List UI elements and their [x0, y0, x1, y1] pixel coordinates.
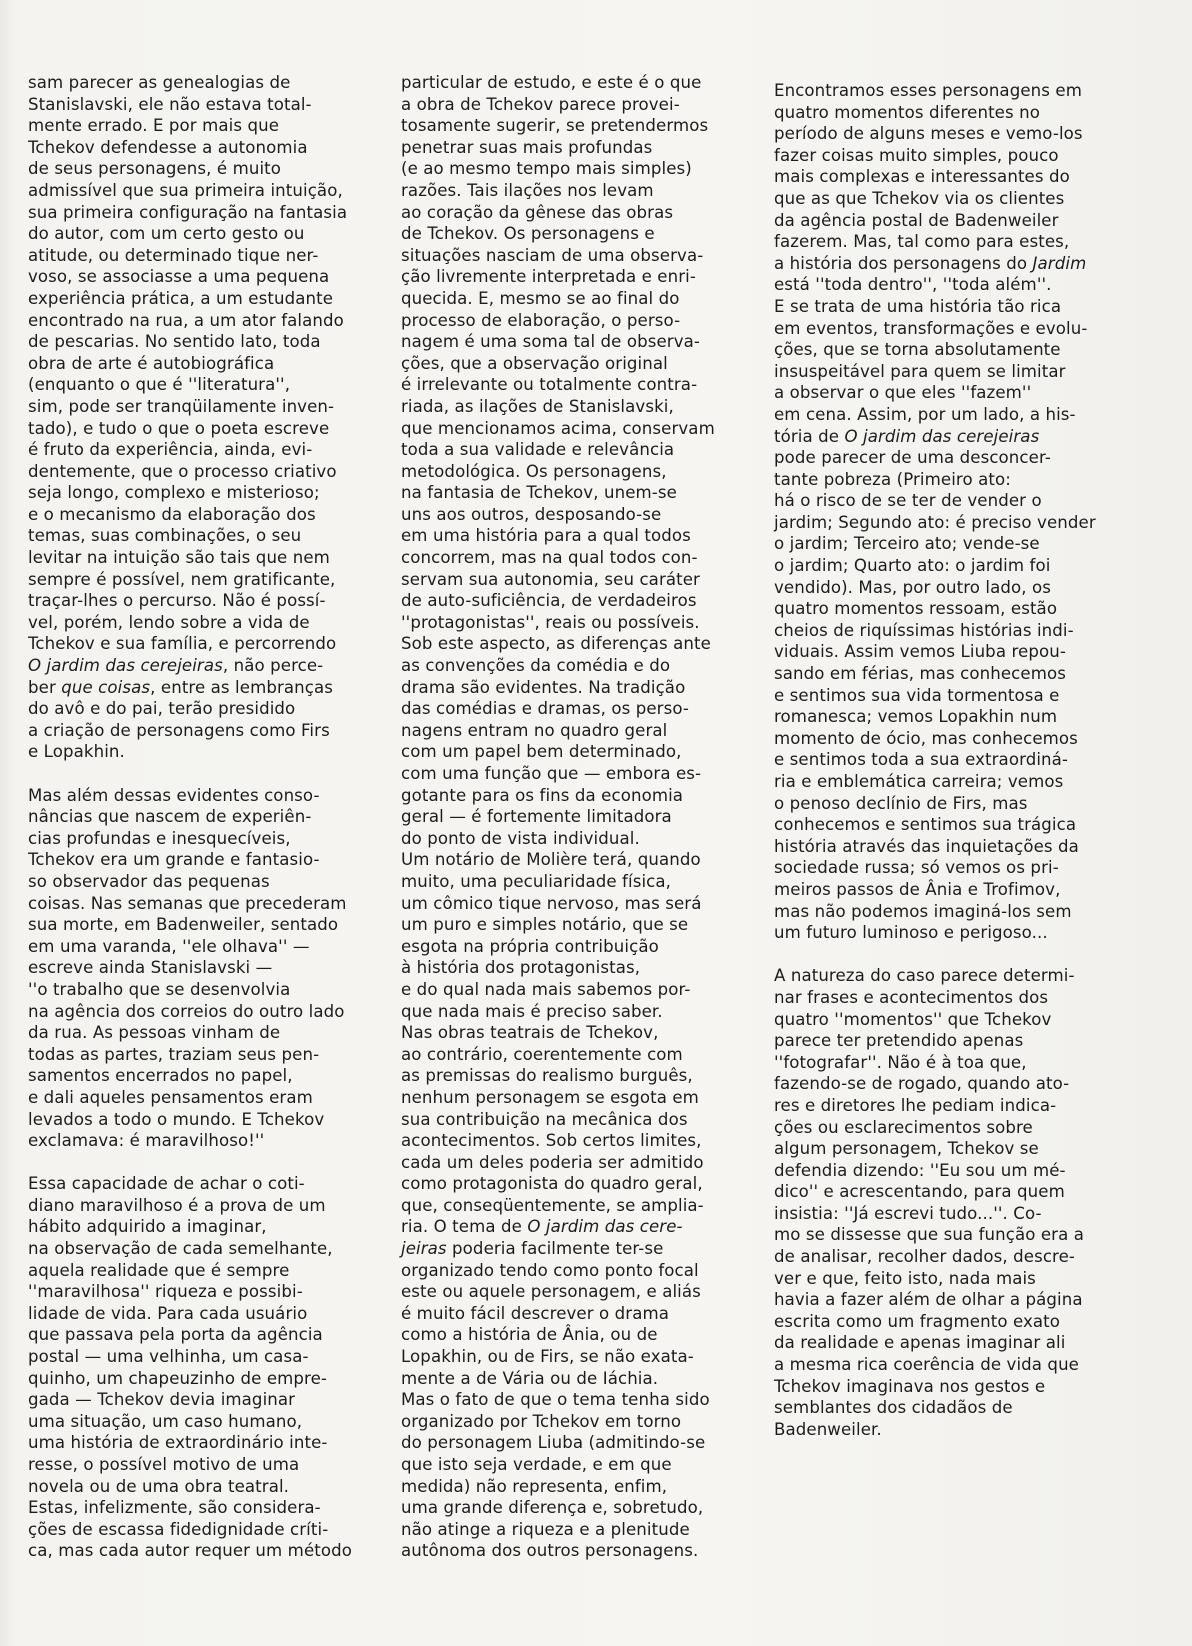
- text-line: algum personagem, Tchekov se: [774, 1139, 1039, 1159]
- text-line: da rua. As pessoas vinham de: [28, 1023, 281, 1043]
- text-line: na fantasia de Tchekov, unem-se: [401, 483, 677, 503]
- text-line: gada — Tchekov devia imaginar: [28, 1390, 296, 1410]
- text-line: sempre é possível, nem gratificante,: [28, 569, 336, 589]
- text-line: novela ou de uma obra teatral.: [28, 1476, 290, 1496]
- text-line: é irrelevante ou totalmente contra-: [401, 375, 698, 395]
- text-line: com um papel bem determinado,: [401, 742, 682, 762]
- text-line: sando em férias, mas conhecemos: [774, 664, 1066, 684]
- text-line: gotante para os fins da economia: [401, 785, 684, 805]
- text-line: sua primeira configuração na fantasia: [28, 202, 348, 222]
- text-line: Estas, infelizmente, são considera-: [28, 1498, 321, 1518]
- paragraph-gap: [774, 944, 1132, 966]
- text-line: dico'' e acrescentando, para quem: [774, 1182, 1065, 1202]
- paragraph: [28, 1173, 376, 1562]
- text-line: cheios de riquíssimas histórias indi-: [774, 620, 1074, 640]
- text-line: drama são evidentes. Na tradição: [401, 677, 686, 697]
- text-line: que isto seja verdade, e em que: [401, 1455, 672, 1474]
- text-line: história através das inquietações da: [774, 836, 1079, 856]
- text-line: levados a todo o mundo. E Tchekov: [28, 1109, 325, 1129]
- paragraph-gap: [28, 763, 376, 785]
- text-line: razões. Tais ilações nos levam: [401, 180, 654, 200]
- text-line: obra de arte é autobiográfica: [28, 353, 275, 373]
- text-line: é muito fácil descrever o drama: [401, 1303, 670, 1323]
- text-line: nagem é uma soma tal de observa-: [401, 332, 700, 352]
- text-line: mas não podemos imaginá-los sem: [774, 901, 1072, 921]
- text-line: experiência prática, a um estudante: [28, 288, 334, 308]
- text-line: (e ao mesmo tempo mais simples): [401, 159, 692, 179]
- text-line: de Tchekov. Os personagens e: [401, 224, 655, 244]
- text-line: o jardim; Quarto ato: o jardim foi: [774, 556, 1051, 576]
- text-line: A natureza do caso parece determi-: [774, 966, 1075, 986]
- text-line: em uma varanda, ''ele olhava'' —: [28, 936, 310, 956]
- text-line: res e diretores lhe pediam indica-: [774, 1095, 1057, 1115]
- text-line: ria. O tema de O jardim das cere-: [401, 1217, 683, 1237]
- text-line: a obra de Tchekov parece provei-: [401, 94, 680, 114]
- text-line: tado), e tudo o que o poeta escreve: [28, 418, 330, 438]
- paragraph: [774, 965, 1132, 1440]
- text-line: atitude, ou determinado tique ner-: [28, 245, 319, 265]
- text-line: insuspeitável para quem se limitar: [774, 361, 1066, 381]
- text-line: de seus personagens, é muito: [28, 159, 282, 179]
- text-line: do ponto de vista individual.: [401, 828, 640, 848]
- text-line: resse, o possível motivo de uma: [28, 1455, 300, 1474]
- text-line: que, conseqüentemente, se amplia-: [401, 1195, 704, 1215]
- text-line: encontrado na rua, a um ator falando: [28, 310, 344, 330]
- text-line: (enquanto o que é ''literatura'',: [28, 375, 291, 395]
- paragraph: [28, 785, 376, 1152]
- text-line: sam parecer as genealogias de: [28, 73, 291, 92]
- text-line: metodológica. Os personagens,: [401, 461, 667, 481]
- text-line: penetrar suas mais profundas: [401, 137, 653, 157]
- text-line: este ou aquele personagem, e aliás: [401, 1282, 701, 1302]
- text-line: Badenweiler.: [774, 1419, 882, 1439]
- text-line: ''protagonistas'', reais ou possíveis.: [401, 612, 700, 632]
- text-line: uma grande diferença e, sobretudo,: [401, 1498, 704, 1518]
- text-line: traçar-lhes o percurso. Não é possí-: [28, 591, 326, 611]
- text-line: E se trata de uma história tão rica: [774, 296, 1062, 316]
- text-line: Mas além dessas evidentes conso-: [28, 785, 320, 805]
- text-line: como protagonista do quadro geral,: [401, 1174, 703, 1194]
- paragraph: [28, 72, 376, 763]
- text-line: ções de escassa fidedignidade críti-: [28, 1519, 329, 1539]
- text-line: tante pobreza (Primeiro ato:: [774, 469, 1011, 489]
- text-line: que nada mais é preciso saber.: [401, 1001, 663, 1021]
- text-line: lidade de vida. Para cada usuário: [28, 1303, 308, 1323]
- text-line: ''maravilhosa'' riqueza e possibi-: [28, 1282, 303, 1302]
- text-line: na observação de cada semelhante,: [28, 1239, 333, 1259]
- text-line: o jardim; Terceiro ato; vende-se: [774, 534, 1040, 554]
- text-line: tosamente sugerir, se pretendermos: [401, 116, 709, 136]
- text-line: em cena. Assim, por um lado, a his-: [774, 404, 1076, 424]
- paragraph-gap: [28, 1152, 376, 1174]
- text-line: do personagem Liuba (admitindo-se: [401, 1433, 706, 1453]
- text-line: não atinge a riqueza e a plenitude: [401, 1519, 690, 1539]
- text-line: concorrem, mas na qual todos con-: [401, 548, 698, 568]
- text-line: dentemente, que o processo criativo: [28, 461, 337, 481]
- text-line: situações nasciam de uma observa-: [401, 245, 704, 265]
- text-line: ber que coisas, entre as lembranças: [28, 677, 334, 697]
- text-line: cada um deles poderia ser admitido: [401, 1152, 704, 1172]
- text-line: quinho, um chapeuzinho de empre-: [28, 1368, 327, 1388]
- text-line: jeiras poderia facilmente ter-se: [401, 1239, 664, 1259]
- text-line: todas as partes, traziam seus pen-: [28, 1044, 320, 1064]
- text-line: admissível que sua primeira intuição,: [28, 180, 343, 200]
- text-line: uma situação, um caso humano,: [28, 1411, 303, 1431]
- text-line: e o mecanismo da elaboração dos: [28, 504, 316, 524]
- text-line: ções ou esclarecimentos sobre: [774, 1117, 1033, 1137]
- text-line: é fruto da experiência, ainda, evi-: [28, 440, 313, 460]
- text-line: de analisar, recolher dados, descre-: [774, 1247, 1075, 1267]
- text-line: conhecemos e sentimos sua trágica: [774, 815, 1077, 835]
- text-line: na agência dos correios do outro lado: [28, 1001, 345, 1021]
- text-line: esgota na própria contribuição: [401, 936, 659, 956]
- text-line: um futuro luminoso e perigoso...: [774, 923, 1048, 943]
- text-line: acontecimentos. Sob certos limites,: [401, 1131, 702, 1151]
- text-line: Tchekov era um grande e fantasio-: [28, 850, 320, 870]
- text-line: Um notário de Molière terá, quando: [401, 850, 701, 870]
- text-line: hábito adquirido a imaginar,: [28, 1217, 267, 1237]
- text-line: so observador das pequenas: [28, 871, 270, 891]
- text-line: Nas obras teatrais de Tchekov,: [401, 1023, 659, 1043]
- text-line: a mesma rica coerência de vida que: [774, 1355, 1079, 1375]
- text-line: meiros passos de Ânia e Trofimov,: [774, 879, 1061, 899]
- text-line: ção livremente interpretada e enri-: [401, 267, 696, 287]
- text-line: vel, porém, lendo sobre a vida de: [28, 612, 310, 632]
- text-line: servam sua autonomia, seu caráter: [401, 569, 700, 589]
- text-line: defendia dizendo: ''Eu sou um mé-: [774, 1160, 1066, 1180]
- text-line: ções, que a observação original: [401, 353, 668, 373]
- text-line: a observar o que eles ''fazem'': [774, 383, 1032, 403]
- text-line: nenhum personagem se esgota em: [401, 1087, 699, 1107]
- text-line: cias profundas e inesquecíveis,: [28, 828, 291, 848]
- text-line: e do qual nada mais sabemos por-: [401, 979, 691, 999]
- text-line: fazer coisas muito simples, pouco: [774, 145, 1059, 165]
- text-line: postal — uma velhinha, um casa-: [28, 1347, 309, 1367]
- text-line: mo se dissesse que sua função era a: [774, 1225, 1085, 1245]
- text-line: um puro e simples notário, que se: [401, 915, 689, 935]
- text-line: sua morte, em Badenweiler, sentado: [28, 915, 339, 935]
- text-line: processo de elaboração, o perso-: [401, 310, 681, 330]
- text-line: as premissas do realismo burguês,: [401, 1066, 693, 1086]
- text-line: fazerem. Mas, tal como para estes,: [774, 232, 1070, 252]
- text-line: geral — é fortemente limitadora: [401, 807, 672, 827]
- text-line: em eventos, transformações e evolu-: [774, 318, 1088, 338]
- text-line: da agência postal de Badenweiler: [774, 210, 1059, 230]
- text-line: a criação de personagens como Firs: [28, 720, 330, 740]
- text-line: à história dos protagonistas,: [401, 958, 641, 978]
- paragraph: [774, 80, 1132, 944]
- text-line: medida) não representa, enfim,: [401, 1476, 668, 1496]
- text-line: insistia: ''Já escrevi tudo...''. Co-: [774, 1203, 1042, 1223]
- text-line: quatro ''momentos'' que Tchekov: [774, 1009, 1052, 1029]
- text-line: uma história de extraordinário inte-: [28, 1433, 328, 1453]
- text-line: romanesca; vemos Lopakhin num: [774, 707, 1058, 727]
- text-line: autônoma dos outros personagens.: [401, 1541, 699, 1561]
- text-line: jardim; Segundo ato: é preciso vender: [774, 512, 1096, 532]
- text-line: Sob este aspecto, as diferenças ante: [401, 634, 711, 654]
- text-line: nâncias que nascem de experiên-: [28, 807, 312, 827]
- text-line: um cômico tique nervoso, mas será: [401, 893, 702, 913]
- text-line: riada, as ilações de Stanislavski,: [401, 396, 674, 416]
- text-line: ''fotografar''. Não é à toa que,: [774, 1052, 1027, 1072]
- text-line: Stanislavski, ele não estava total-: [28, 94, 312, 114]
- text-line: Lopakhin, ou de Firs, se não exata-: [401, 1347, 694, 1367]
- text-line: mente errado. E por mais que: [28, 116, 280, 136]
- text-line: aquela realidade que é sempre: [28, 1260, 290, 1280]
- text-line: sim, pode ser tranqüilamente inven-: [28, 396, 335, 416]
- text-line: que mencionamos acima, conservam: [401, 418, 715, 438]
- text-line: Essa capacidade de achar o coti-: [28, 1174, 305, 1194]
- text-line: com uma função que — embora es-: [401, 764, 702, 783]
- text-line: do avô e do pai, terão presidido: [28, 699, 296, 719]
- text-line: das comédias e dramas, os perso-: [401, 699, 689, 719]
- text-line: da realidade e apenas imaginar ali: [774, 1333, 1066, 1353]
- text-line: havia a fazer além de olhar a página: [774, 1290, 1083, 1310]
- text-line: levitar na intuição são tais que nem: [28, 548, 330, 568]
- text-line: ria e emblemática carreira; vemos: [774, 772, 1064, 791]
- text-line: Tchekov e sua família, e percorrendo: [28, 634, 337, 654]
- text-line: voso, se associasse a uma pequena: [28, 267, 330, 287]
- text-line: ca, mas cada autor requer um método: [28, 1541, 352, 1561]
- text-line: nagens entram no quadro geral: [401, 720, 668, 740]
- text-line: quatro momentos ressoam, estão: [774, 599, 1058, 619]
- text-line: tória de O jardim das cerejeiras: [774, 426, 1040, 446]
- text-line: sua contribuição na mecânica dos: [401, 1109, 688, 1129]
- text-column-2: [401, 72, 759, 1562]
- text-line: samentos encerrados no papel,: [28, 1066, 293, 1086]
- text-line: que passava pela porta da agência: [28, 1325, 323, 1345]
- text-line: em uma história para a qual todos: [401, 526, 691, 546]
- text-line: ções, que se torna absolutamente: [774, 340, 1061, 360]
- text-line: e sentimos toda a sua extraordiná-: [774, 750, 1069, 770]
- text-line: as convenções da comédia e do: [401, 656, 671, 676]
- text-line: e Lopakhin.: [28, 742, 125, 762]
- text-line: escreve ainda Stanislavski —: [28, 958, 273, 978]
- text-line: Tchekov defendesse a autonomia: [28, 137, 308, 157]
- text-line: ver e que, feito isto, nada mais: [774, 1268, 1036, 1288]
- text-line: quatro momentos diferentes no: [774, 102, 1040, 122]
- text-line: Tchekov imaginava nos gestos e: [774, 1376, 1046, 1396]
- text-line: vendido). Mas, por outro lado, os: [774, 577, 1052, 597]
- text-line: período de alguns meses e vemo-los: [774, 124, 1083, 144]
- text-line: pode parecer de uma desconcer-: [774, 448, 1051, 468]
- text-line: organizado por Tchekov em torno: [401, 1411, 682, 1431]
- text-line: particular de estudo, e este é o que: [401, 73, 702, 92]
- text-line: e dali aqueles pensamentos eram: [28, 1087, 313, 1107]
- text-line: temas, suas combinações, o seu: [28, 526, 302, 546]
- text-line: ao contrário, coerentemente com: [401, 1044, 683, 1064]
- text-line: de auto-suficiência, de verdadeiros: [401, 591, 697, 611]
- text-line: toda a sua validade e relevância: [401, 440, 675, 460]
- text-line: coisas. Nas semanas que precederam: [28, 893, 347, 913]
- text-line: Encontramos esses personagens em: [774, 81, 1082, 100]
- text-column-1: [28, 72, 376, 1562]
- text-line: que as que Tchekov via os clientes: [774, 188, 1065, 208]
- text-line: semblantes dos cidadãos de: [774, 1398, 1013, 1418]
- text-line: parece ter pretendido apenas: [774, 1031, 1024, 1051]
- text-line: exclamava: é maravilhoso!'': [28, 1131, 265, 1151]
- text-line: uns aos outros, desposando-se: [401, 504, 662, 524]
- paragraph: [401, 72, 759, 1562]
- text-line: há o risco de se ter de vender o: [774, 491, 1042, 511]
- text-line: organizado tendo como ponto focal: [401, 1260, 699, 1280]
- text-line: escrita como um fragmento exato: [774, 1311, 1061, 1331]
- text-line: diano maravilhoso é a prova de um: [28, 1195, 326, 1215]
- text-line: o penoso declínio de Firs, mas: [774, 793, 1028, 813]
- text-line: mais complexas e interessantes do: [774, 167, 1070, 187]
- text-line: fazendo-se de rogado, quando ato-: [774, 1074, 1070, 1094]
- text-line: seja longo, complexo e misterioso;: [28, 483, 320, 503]
- text-line: está ''toda dentro'', ''toda além''.: [774, 275, 1052, 295]
- text-line: do autor, com um certo gesto ou: [28, 224, 305, 244]
- text-line: Mas o fato de que o tema tenha sido: [401, 1390, 710, 1410]
- text-line: momento de ócio, mas conhecemos: [774, 728, 1078, 748]
- text-line: e sentimos sua vida tormentosa e: [774, 685, 1060, 705]
- text-line: O jardim das cerejeiras, não perce-: [28, 656, 324, 676]
- text-line: nar frases e acontecimentos dos: [774, 987, 1049, 1007]
- text-line: de pescarias. No sentido lato, toda: [28, 332, 321, 352]
- text-line: ''o trabalho que se desenvolvia: [28, 979, 291, 999]
- text-line: quecida. E, mesmo se ao final do: [401, 288, 680, 308]
- text-line: ao coração da gênese das obras: [401, 202, 674, 222]
- text-line: a história dos personagens do Jardim: [774, 253, 1087, 273]
- text-line: viduais. Assim vemos Liuba repou-: [774, 642, 1066, 662]
- text-column-3: [774, 80, 1132, 1440]
- text-line: muito, uma peculiaridade física,: [401, 871, 672, 891]
- text-line: sociedade russa; só vemos os pri-: [774, 858, 1059, 878]
- text-line: como a história de Ânia, ou de: [401, 1325, 658, 1345]
- text-line: mente a de Vária ou de Iáchia.: [401, 1368, 659, 1388]
